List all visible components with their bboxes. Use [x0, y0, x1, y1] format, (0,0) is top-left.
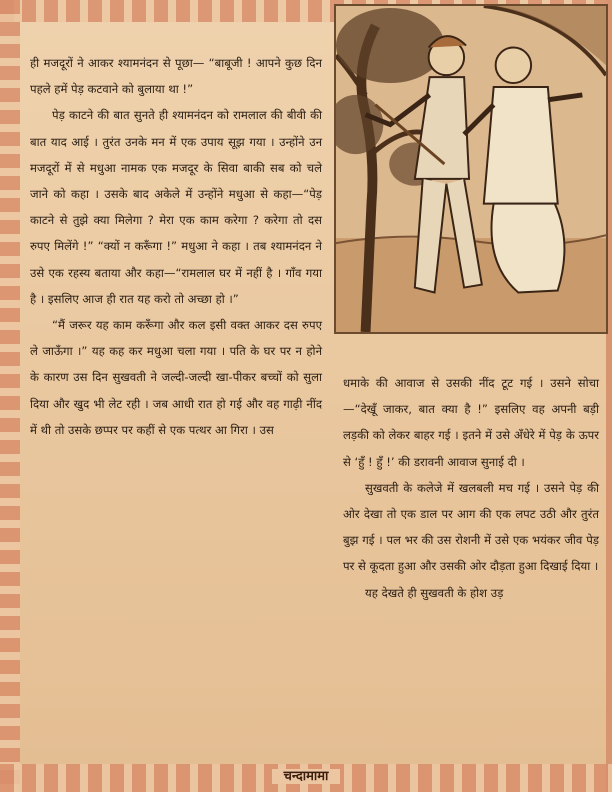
two-men-with-tree-illustration-icon: [336, 6, 606, 332]
paragraph: यह देखते ही सुखवती के होश उड़: [365, 585, 504, 600]
right-text-column: [343, 370, 599, 606]
decorative-border-left: [0, 0, 20, 792]
paragraph: “मैं जरूर यह काम करूँगा और कल इसी वक्त आकर दस रुपए ले जाऊँगा ।” यह कह कर मधुआ चला गया । पति के घर पर न होने के कारण उस दिन सुखवती ने जल्दी-जल्दी खा-पीकर बच्चों को सुला दिया और खुद भी लेट रही । जब आधी रात हो गई और वह गाढ़ी नींद में थी तो उसके छप्पर पर कहीं से एक पत्थर आ गिरा । उस: [30, 318, 322, 437]
paragraph: ही मजदूरों ने आकर श्यामनंदन से पूछा— “बाबूजी ! आपने कुछ दिन पहले हमें पेड़ कटवाने को बुलाया था !”: [30, 56, 322, 97]
paragraph: पेड़ काटने की बात सुनते ही श्यामनंदन को रामलाल की बीवी की बात याद आई । तुरंत उनके मन में एक उपाय सूझ गया । उन्होंने उन मजदूरों में से मधुआ नामक एक मजदूर के सिवा बाकी सब को चले जाने को कहा । उसके बाद अकेले में उन्होंने मधुआ से कहा—“पेड़ काटने से तुझे क्या मिलेगा ? मेरा एक काम करेगा ? करेगा तो दस रुपए मिलेंगे !” “क्यों न करूँगा !” मधुआ ने कहा । तब श्यामनंदन ने उसे एक रहस्य बताया और कहा—“रामलाल घर में नहीं है । गाँव गया है । इसलिए आज ही रात यह करो तो अच्छा हो ।”: [30, 108, 322, 306]
paragraph: सुखवती के कलेजे में खलबली मच गई । उसने पेड़ की ओर देखा तो एक डाल पर आग की एक लपट उठी और तुरंत बुझ गई । पल भर की उस रोशनी में उसे एक भयंकर जीव पेड़ पर से कूदता हुआ और उसकी ओर दौड़ता हुआ दिखाई दिया ।: [343, 480, 599, 574]
paragraph: धमाके की आवाज से उसकी नींद टूट गई । उसने सोचा—“देखूँ जाकर, बात क्या है !” इसलिए वह अपनी बड़ी लड़की को लेकर बाहर गई । इतने में उसे अँधेरे में पेड़ के ऊपर से ‘हुँ ! हुँ !’ की डरावनी आवाज सुनाई दी ।: [343, 376, 599, 469]
magazine-name: चन्दामामा: [272, 769, 341, 784]
left-text-column: [30, 50, 322, 443]
page-footer: [0, 766, 612, 788]
story-illustration: [334, 4, 608, 334]
